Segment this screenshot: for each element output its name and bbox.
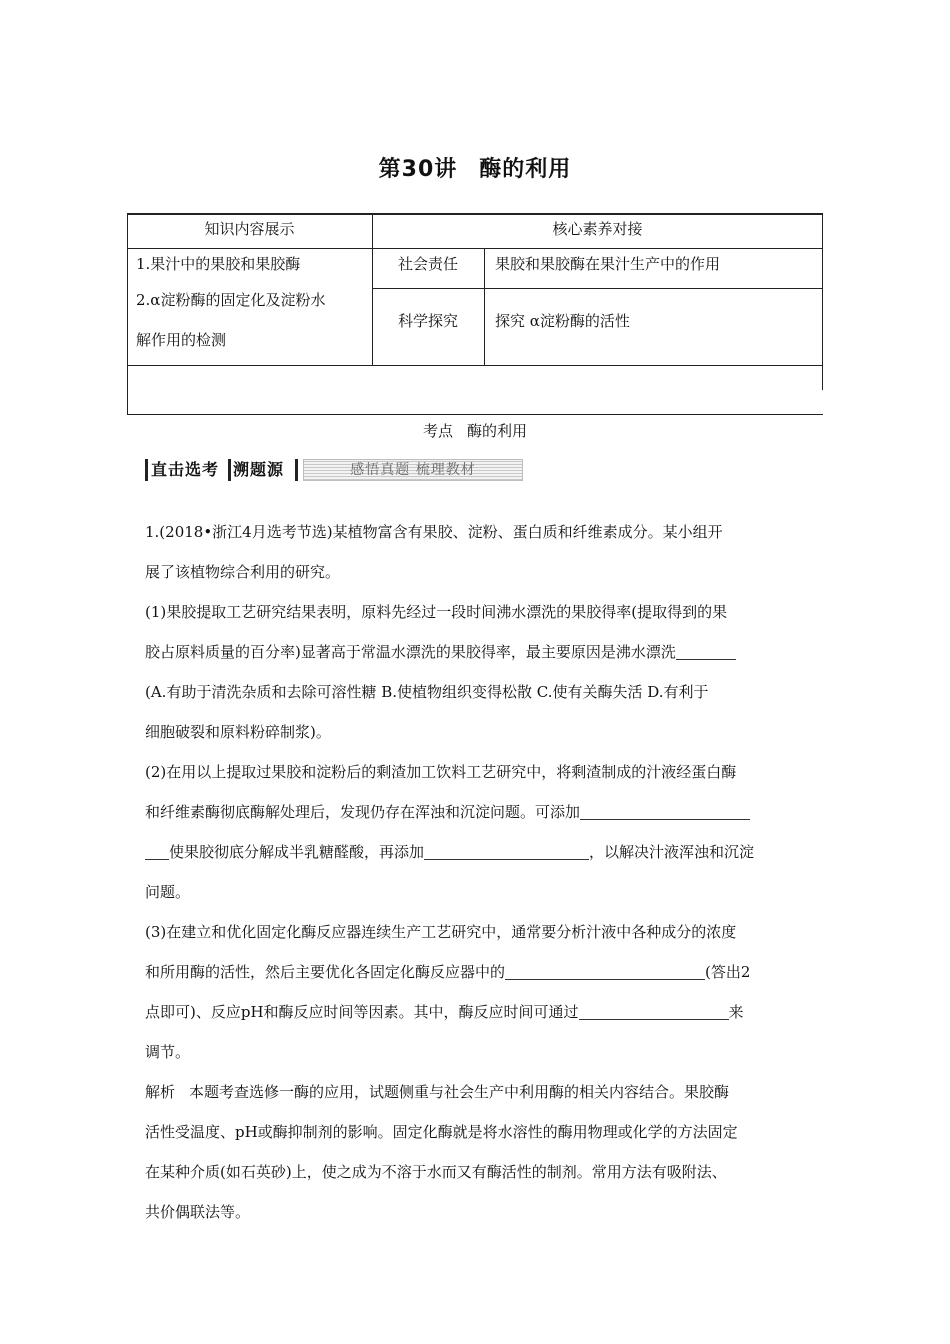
question-line — [145, 632, 807, 672]
question-text: 和纤维素酶彻底酶解处理后，发现仍存在浑浊和沉淀问题。可添加 — [145, 803, 581, 821]
analysis-line: 共价偶联法等。 — [145, 1203, 251, 1221]
knowledge-item-2-cont: 解作用的检测 — [136, 331, 227, 349]
section-banner — [145, 456, 525, 484]
answer-blank-3[interactable] — [424, 843, 589, 860]
question-line: (2)在用以上提取过果胶和淀粉后的剩渣加工饮料工艺研究中，将剩渣制成的汁液经蛋白酶 — [145, 763, 737, 781]
question-text: (答出2 — [705, 963, 751, 981]
competency-category-1: 社会责任 — [397, 255, 458, 273]
question-text: 和所用酶的活性，然后主要优化各固定化酶反应器中的 — [145, 963, 506, 981]
question-text: 使果胶彻底分解成半乳糖醛酸，再添加 — [169, 843, 425, 861]
question-line — [145, 992, 807, 1032]
answer-blank-1[interactable] — [676, 643, 736, 660]
analysis-label: 解析 — [145, 1083, 176, 1101]
question-line: 调节。 — [145, 1043, 191, 1061]
header-knowledge: 知识内容展示 — [204, 220, 295, 238]
question-text: 点即可)、反应pH和酶反应时间等因素。其中，酶反应时间可通过 — [145, 1003, 579, 1021]
header-competency: 核心素养对接 — [552, 220, 643, 238]
knowledge-item-2: 2.α淀粉酶的固定化及淀粉水 — [136, 291, 326, 309]
section-name: 酶的利用 — [467, 422, 528, 440]
answer-blank-2[interactable] — [580, 803, 750, 820]
competency-content-2: 探究 α淀粉酶的活性 — [495, 312, 630, 330]
question-line: (3)在建立和优化固定化酶反应器连续生产工艺研究中，通常要分析汁液中各种成分的浓度 — [145, 923, 737, 941]
question-line — [145, 792, 807, 832]
analysis-text: 本题考查选修一酶的应用，试题侧重与社会生产中利用酶的相关内容结合。果胶酶 — [189, 1083, 730, 1101]
overview-table — [127, 213, 823, 415]
competency-category-2: 科学探究 — [397, 312, 458, 330]
answer-blank-4[interactable] — [505, 963, 705, 980]
banner-tag-2: 溯题源 — [233, 460, 285, 479]
section-heading — [0, 420, 950, 441]
question-body — [145, 512, 807, 1232]
analysis-line: 在某种介质(如石英砂)上，使之成为不溶于水而又有酶活性的制剂。常用方法有吸附法、 — [145, 1163, 727, 1181]
page-title — [0, 152, 950, 183]
banner-stripe — [303, 459, 523, 481]
question-text: 来 — [728, 1003, 744, 1021]
banner-tag-1: 直击选考 — [151, 460, 220, 479]
title-lecture: 第30讲 — [378, 157, 458, 182]
question-line: 问题。 — [145, 883, 191, 901]
question-line — [145, 832, 807, 872]
analysis-line: 活性受温度、pH或酶抑制剂的影响。固定化酶就是将水溶性的酶用物理或化学的方法固定 — [145, 1123, 738, 1141]
answer-blank-2-cont[interactable] — [145, 843, 169, 860]
analysis-line — [145, 1072, 807, 1112]
question-text: ，以解决汁液浑浊和沉淀 — [589, 843, 755, 861]
competency-content-1: 果胶和果胶酶在果汁生产中的作用 — [495, 255, 721, 273]
question-line: 1.(2018•浙江4月选考节选)某植物富含有果胶、淀粉、蛋白质和纤维素成分。某小组开 — [145, 523, 723, 541]
question-text: 胶占原料质量的百分率)显著高于常温水漂洗的果胶得率，最主要原因是沸水漂洗 — [145, 643, 676, 661]
banner-stripe-text: 感悟真题 梳理教材 — [350, 462, 476, 478]
question-line: (A.有助于清洗杂质和去除可溶性糖 B.使植物组织变得松散 C.使有关酶失活 D.有利于 — [145, 683, 709, 701]
question-line: 展了该植物综合利用的研究。 — [145, 563, 341, 581]
question-line: (1)果胶提取工艺研究结果表明，原料先经过一段时间沸水漂洗的果胶得率(提取得到的果 — [145, 603, 728, 621]
question-line: 细胞破裂和原料粉碎制浆)。 — [145, 723, 331, 741]
answer-blank-5[interactable] — [579, 1003, 729, 1020]
section-label: 考点 — [422, 422, 453, 440]
title-topic: 酶的利用 — [479, 157, 572, 182]
question-line — [145, 952, 807, 992]
knowledge-item-1: 1.果汁中的果胶和果胶酶 — [136, 255, 301, 273]
